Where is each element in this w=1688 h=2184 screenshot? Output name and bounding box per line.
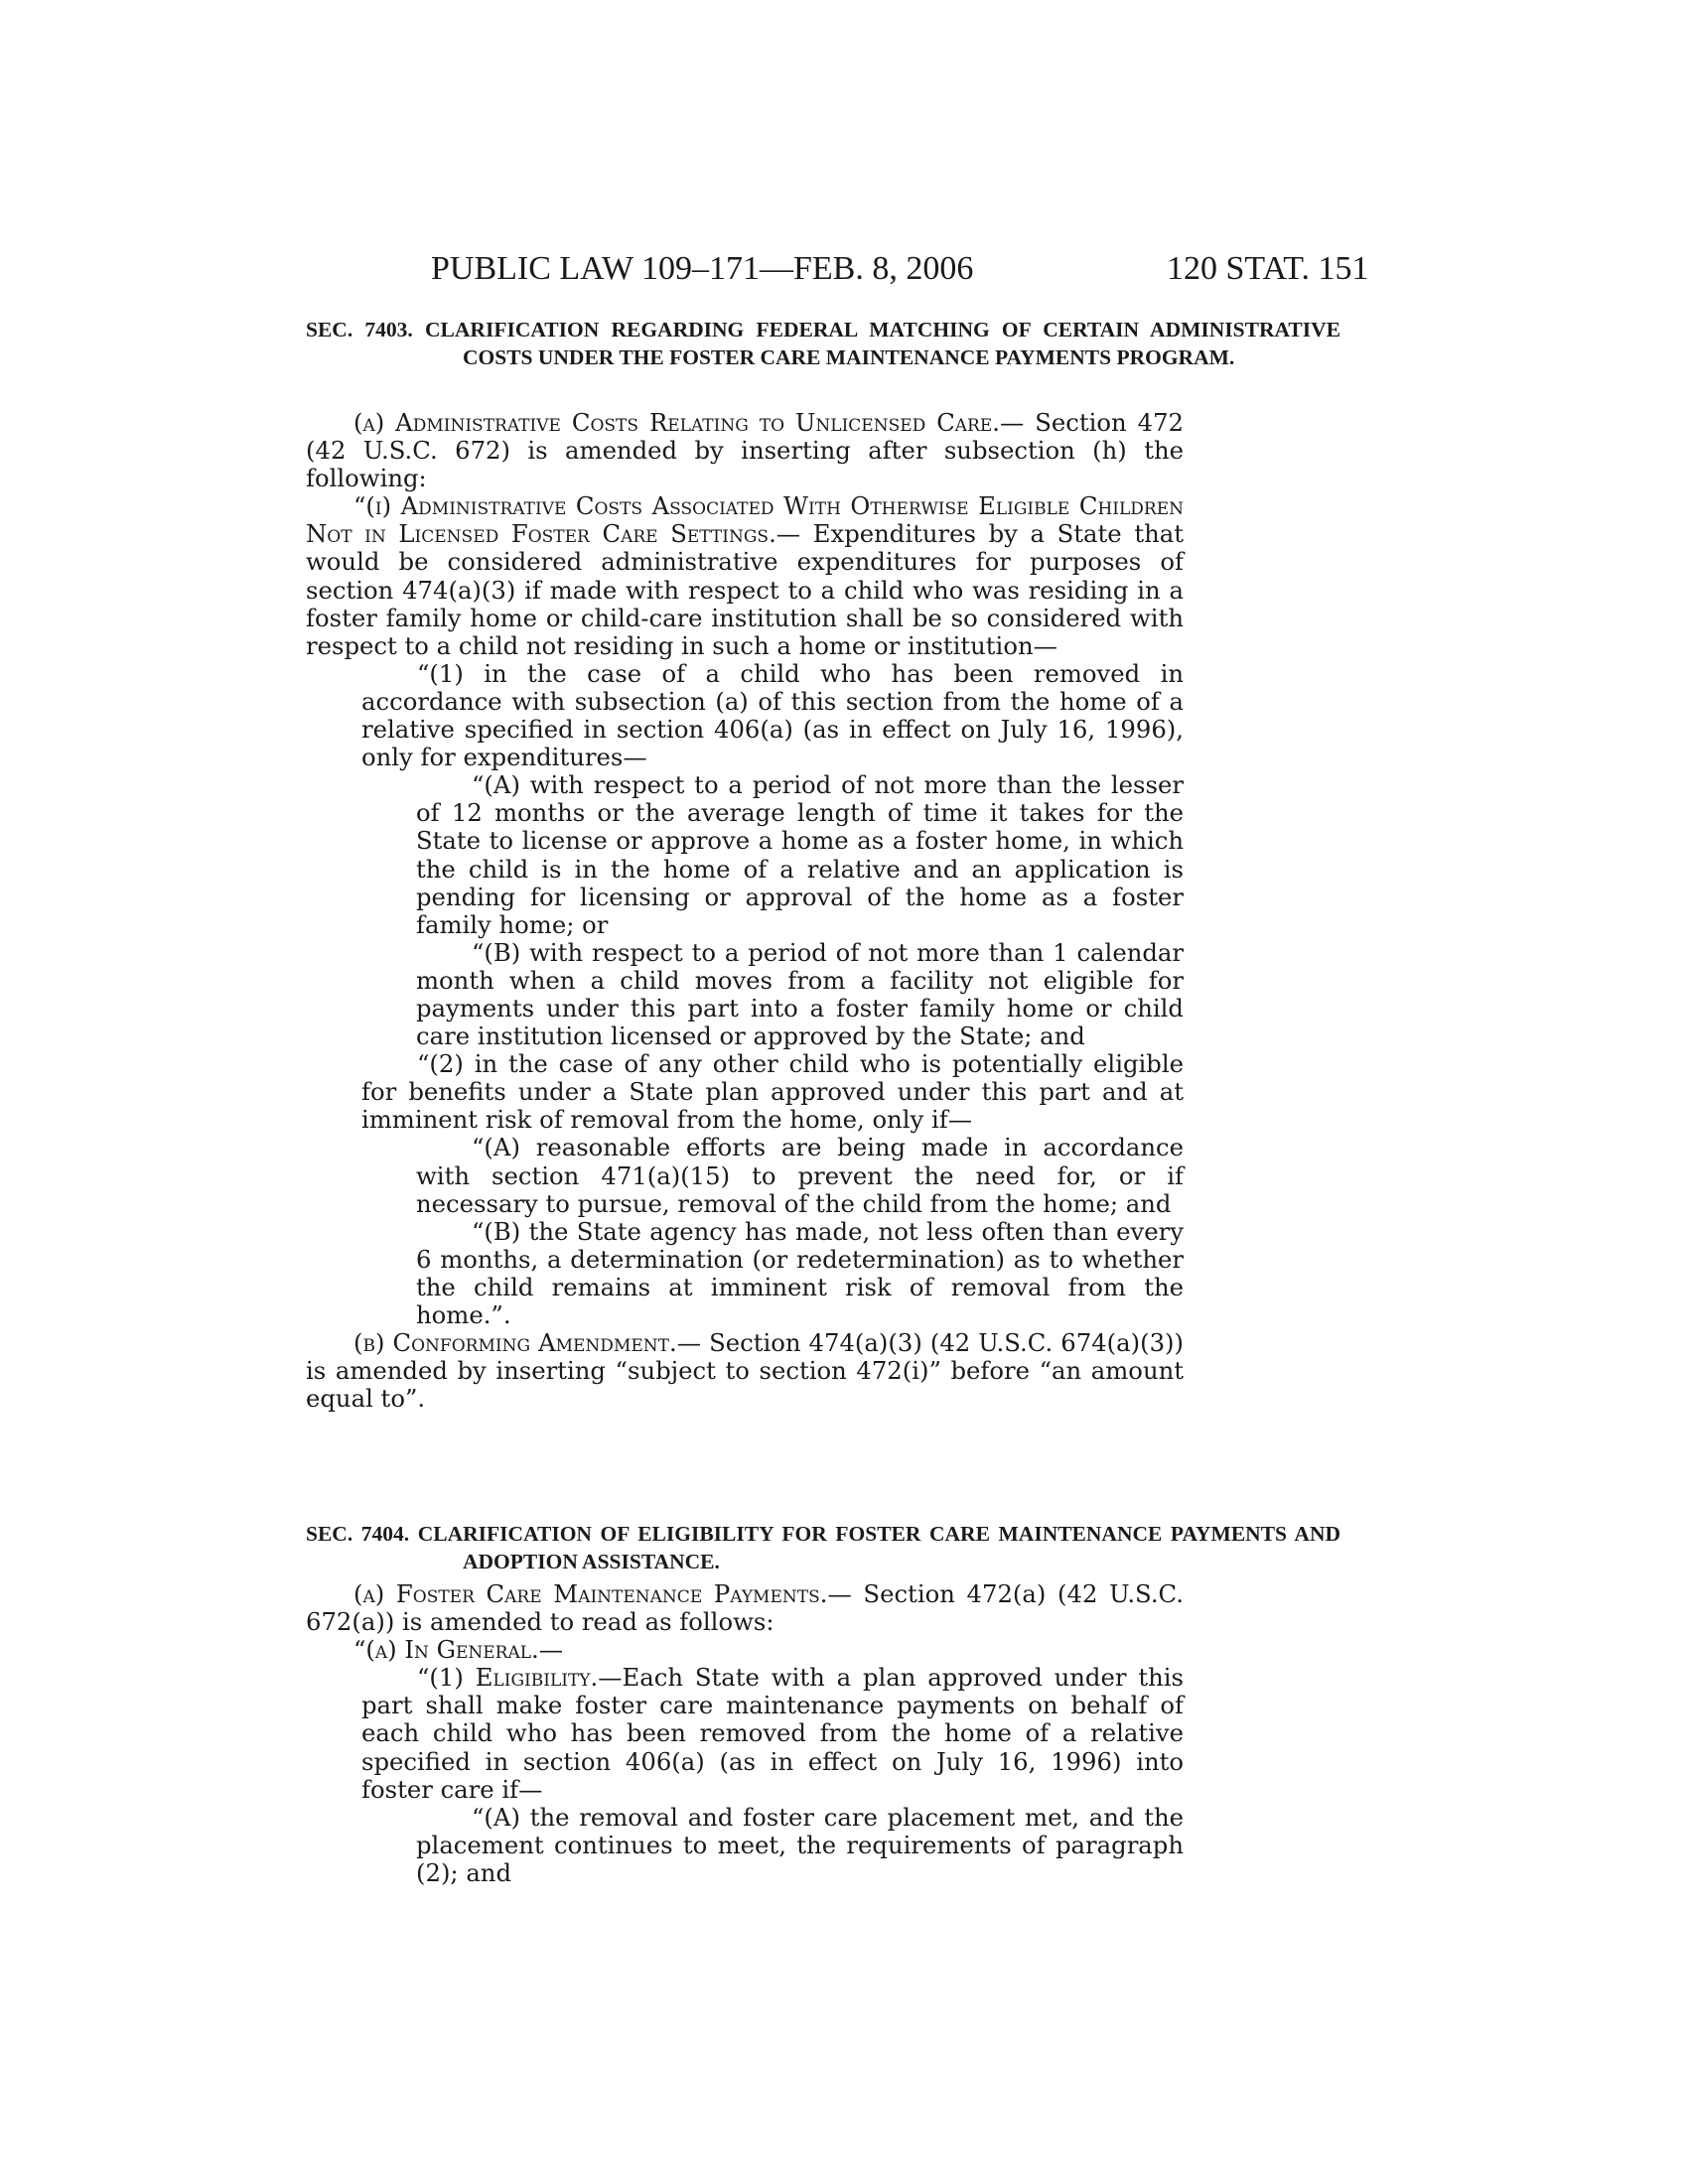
eligibility-subparagraph-A: “(A) the removal and foster care placement met, and the placement continues to meet, the requirements of paragraph (2); and	[416, 1802, 1184, 1887]
subsection-7404-a-text: Section 472(a) (42 U.S.C. 672(a)) is amended to read as follows:	[306, 1579, 1184, 1637]
subsection-i	[306, 492, 1184, 660]
paragraph-2: “(2) in the case of any other child who is potentially eligible for benefits under a State plan approved under this part and at imminent risk of removal from the home, only if—	[361, 1049, 1184, 1135]
inserted-subsection-a	[306, 1636, 1184, 1664]
subsection-b-text: Section 474(a)(3) (42 U.S.C. 674(a)(3)) is amended by inserting “subject to section 472(i)” before “an amount equal to”.	[306, 1328, 1184, 1414]
eligibility-caption: “(1) Eligibility.—	[417, 1663, 623, 1693]
section-7404-body	[306, 1580, 1184, 1887]
eligibility-paragraph	[306, 1664, 1184, 1803]
subsection-i-caption: “(i) Administrative Costs Associated With Otherwise Eligible Children Not in Licensed Foster Care Settings.—	[306, 491, 1184, 549]
subsection-i-text: Expenditures by a State that would be considered administrative expenditures for purposes of section 474(a)(3) if made with respect to a child who was residing in a foster family home or child-care institution shall be so considered with respect to a child not residing in such a home or institution—	[306, 519, 1184, 660]
subsection-b-caption: (b) Conforming Amendment.—	[353, 1328, 701, 1358]
subsection-7404-a-caption: (a) Foster Care Maintenance Payments.—	[353, 1579, 852, 1608]
paragraph-2-B: “(B) the State agency has made, not less often than every 6 months, a determination (or redetermination) as to whether the child remains at imminent risk of removal from the home.”.	[416, 1216, 1184, 1329]
subsection-7404-a	[306, 1580, 1184, 1636]
paragraph-1-B: “(B) with respect to a period of not more than 1 calendar month when a child moves from a facility not eligible for payments under this part into a foster family home or child care institution licensed or approved by the State; and	[416, 937, 1184, 1051]
paragraph-1: “(1) in the case of a child who has been removed in accordance with subsection (a) of this section from the home of a relative specified in section 406(a) (as in effect on July 16, 1996), only for expenditures—	[361, 658, 1184, 772]
subsection-a-caption: (a) Administrative Costs Relating to Unlicensed Care.—	[353, 408, 1025, 437]
subsection-b	[306, 1329, 1184, 1413]
eligibility-text: Each State with a plan approved under this part shall make foster care maintenance payments on behalf of each child who has been removed from the home of a relative specified in section 406(a) (as in effect on July 16, 1996) into foster care if—	[361, 1663, 1184, 1804]
subsection-a-text: Section 472 (42 U.S.C. 672) is amended by inserting after subsection (h) the following:	[306, 408, 1184, 493]
section-7403-heading: SEC. 7403. CLARIFICATION REGARDING FEDERAL MATCHING OF CERTAIN ADMINISTRATIVE COSTS UNDER THE FOSTER CARE MAINTENANCE PAYMENTS PROGRAM.	[306, 318, 1340, 369]
subsection-a	[306, 409, 1184, 492]
paragraph-1-A: “(A) with respect to a period of not more than the lesser of 12 months or the average length of time it takes for the State to license or approve a home as a foster home, in which the child is in the home of a relative and an application is pending for licensing or approval of the home as a foster family home; or	[416, 770, 1184, 939]
paragraph-2-A: “(A) reasonable efforts are being made in accordance with section 471(a)(15) to prevent the need for, or if necessary to pursue, removal of the child from the home; and	[416, 1133, 1184, 1218]
inserted-subsection-a-caption: “(a) In General.—	[353, 1635, 564, 1665]
section-7404-heading: SEC. 7404. CLARIFICATION OF ELIGIBILITY FOR FOSTER CARE MAINTENANCE PAYMENTS AND ADOPTION ASSISTANCE.	[306, 1522, 1340, 1573]
page-citation: 120 STAT. 151	[1167, 250, 1369, 287]
running-head-title: PUBLIC LAW 109–171—FEB. 8, 2006	[431, 250, 974, 287]
section-7403-body	[306, 409, 1184, 1413]
